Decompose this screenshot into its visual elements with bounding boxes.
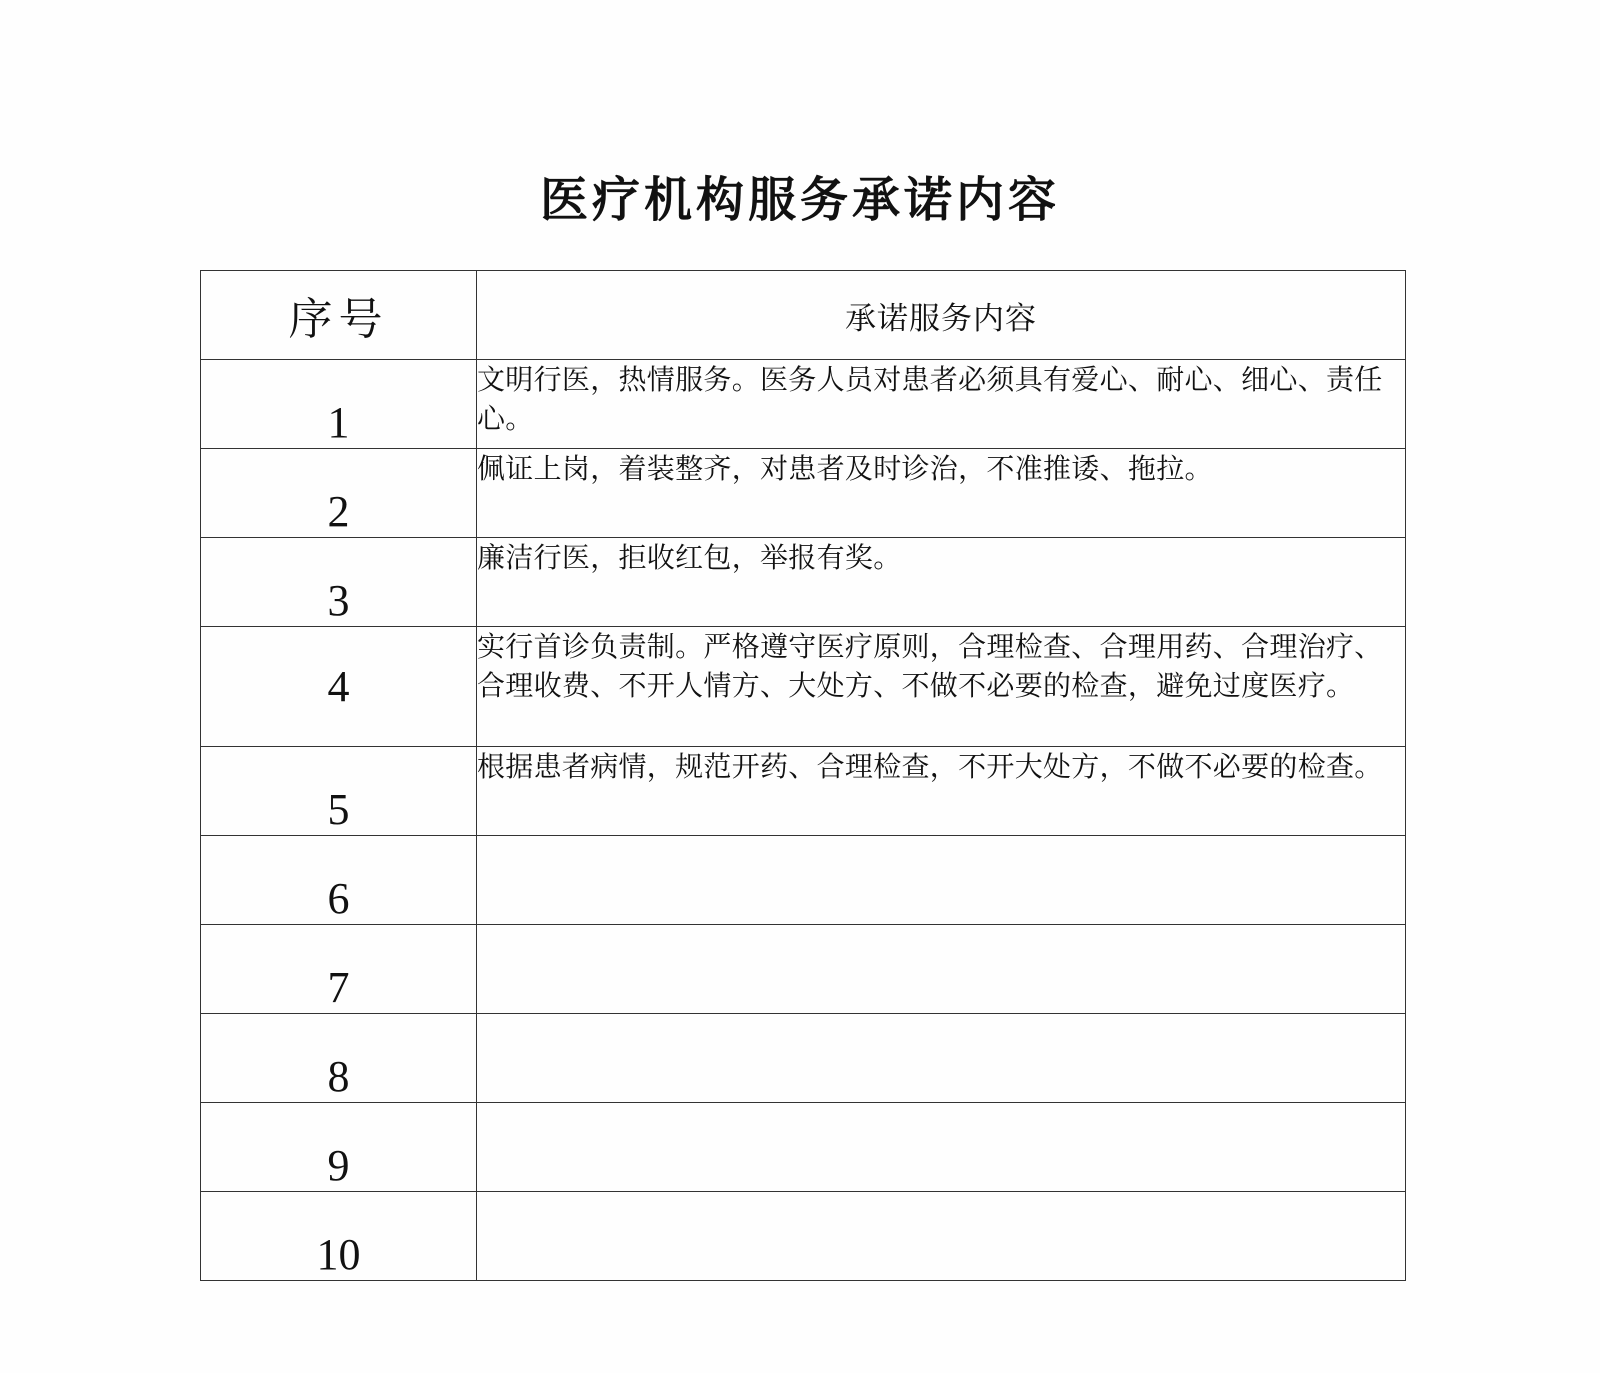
table-row <box>201 1192 1406 1281</box>
row-content <box>477 836 1406 925</box>
service-promise-table <box>200 270 1406 1281</box>
row-content: 文明行医，热情服务。医务人员对患者必须具有爱心、耐心、细心、责任心。 <box>477 360 1406 449</box>
row-content <box>477 1192 1406 1281</box>
table-row <box>201 1103 1406 1192</box>
row-number: 5 <box>201 747 477 836</box>
row-content: 根据患者病情，规范开药、合理检查，不开大处方，不做不必要的检查。 <box>477 747 1406 836</box>
table-row <box>201 360 1406 449</box>
row-content: 实行首诊负责制。严格遵守医疗原则，合理检查、合理用药、合理治疗、合理收费、不开人情方、大处方、不做不必要的检查，避免过度医疗。 <box>477 627 1406 747</box>
row-content <box>477 1103 1406 1192</box>
row-number: 6 <box>201 836 477 925</box>
table-row <box>201 538 1406 627</box>
row-number: 4 <box>201 627 477 747</box>
table-row <box>201 1014 1406 1103</box>
table-row <box>201 449 1406 538</box>
document-title: 医疗机构服务承诺内容 <box>539 172 1060 228</box>
row-number: 2 <box>201 449 477 538</box>
row-number: 3 <box>201 538 477 627</box>
row-content <box>477 1014 1406 1103</box>
table-row <box>201 925 1406 1014</box>
row-number: 10 <box>201 1192 477 1281</box>
header-number: 序号 <box>201 271 477 360</box>
table-row <box>201 836 1406 925</box>
row-content <box>477 925 1406 1014</box>
row-number: 9 <box>201 1103 477 1192</box>
table-header-row <box>201 271 1406 360</box>
row-number: 8 <box>201 1014 477 1103</box>
row-number: 1 <box>201 360 477 449</box>
table-row <box>201 747 1406 836</box>
header-content: 承诺服务内容 <box>477 271 1406 360</box>
row-content: 廉洁行医，拒收红包，举报有奖。 <box>477 538 1406 627</box>
row-number: 7 <box>201 925 477 1014</box>
row-content: 佩证上岗，着装整齐，对患者及时诊治，不准推诿、拖拉。 <box>477 449 1406 538</box>
table-row <box>201 627 1406 747</box>
